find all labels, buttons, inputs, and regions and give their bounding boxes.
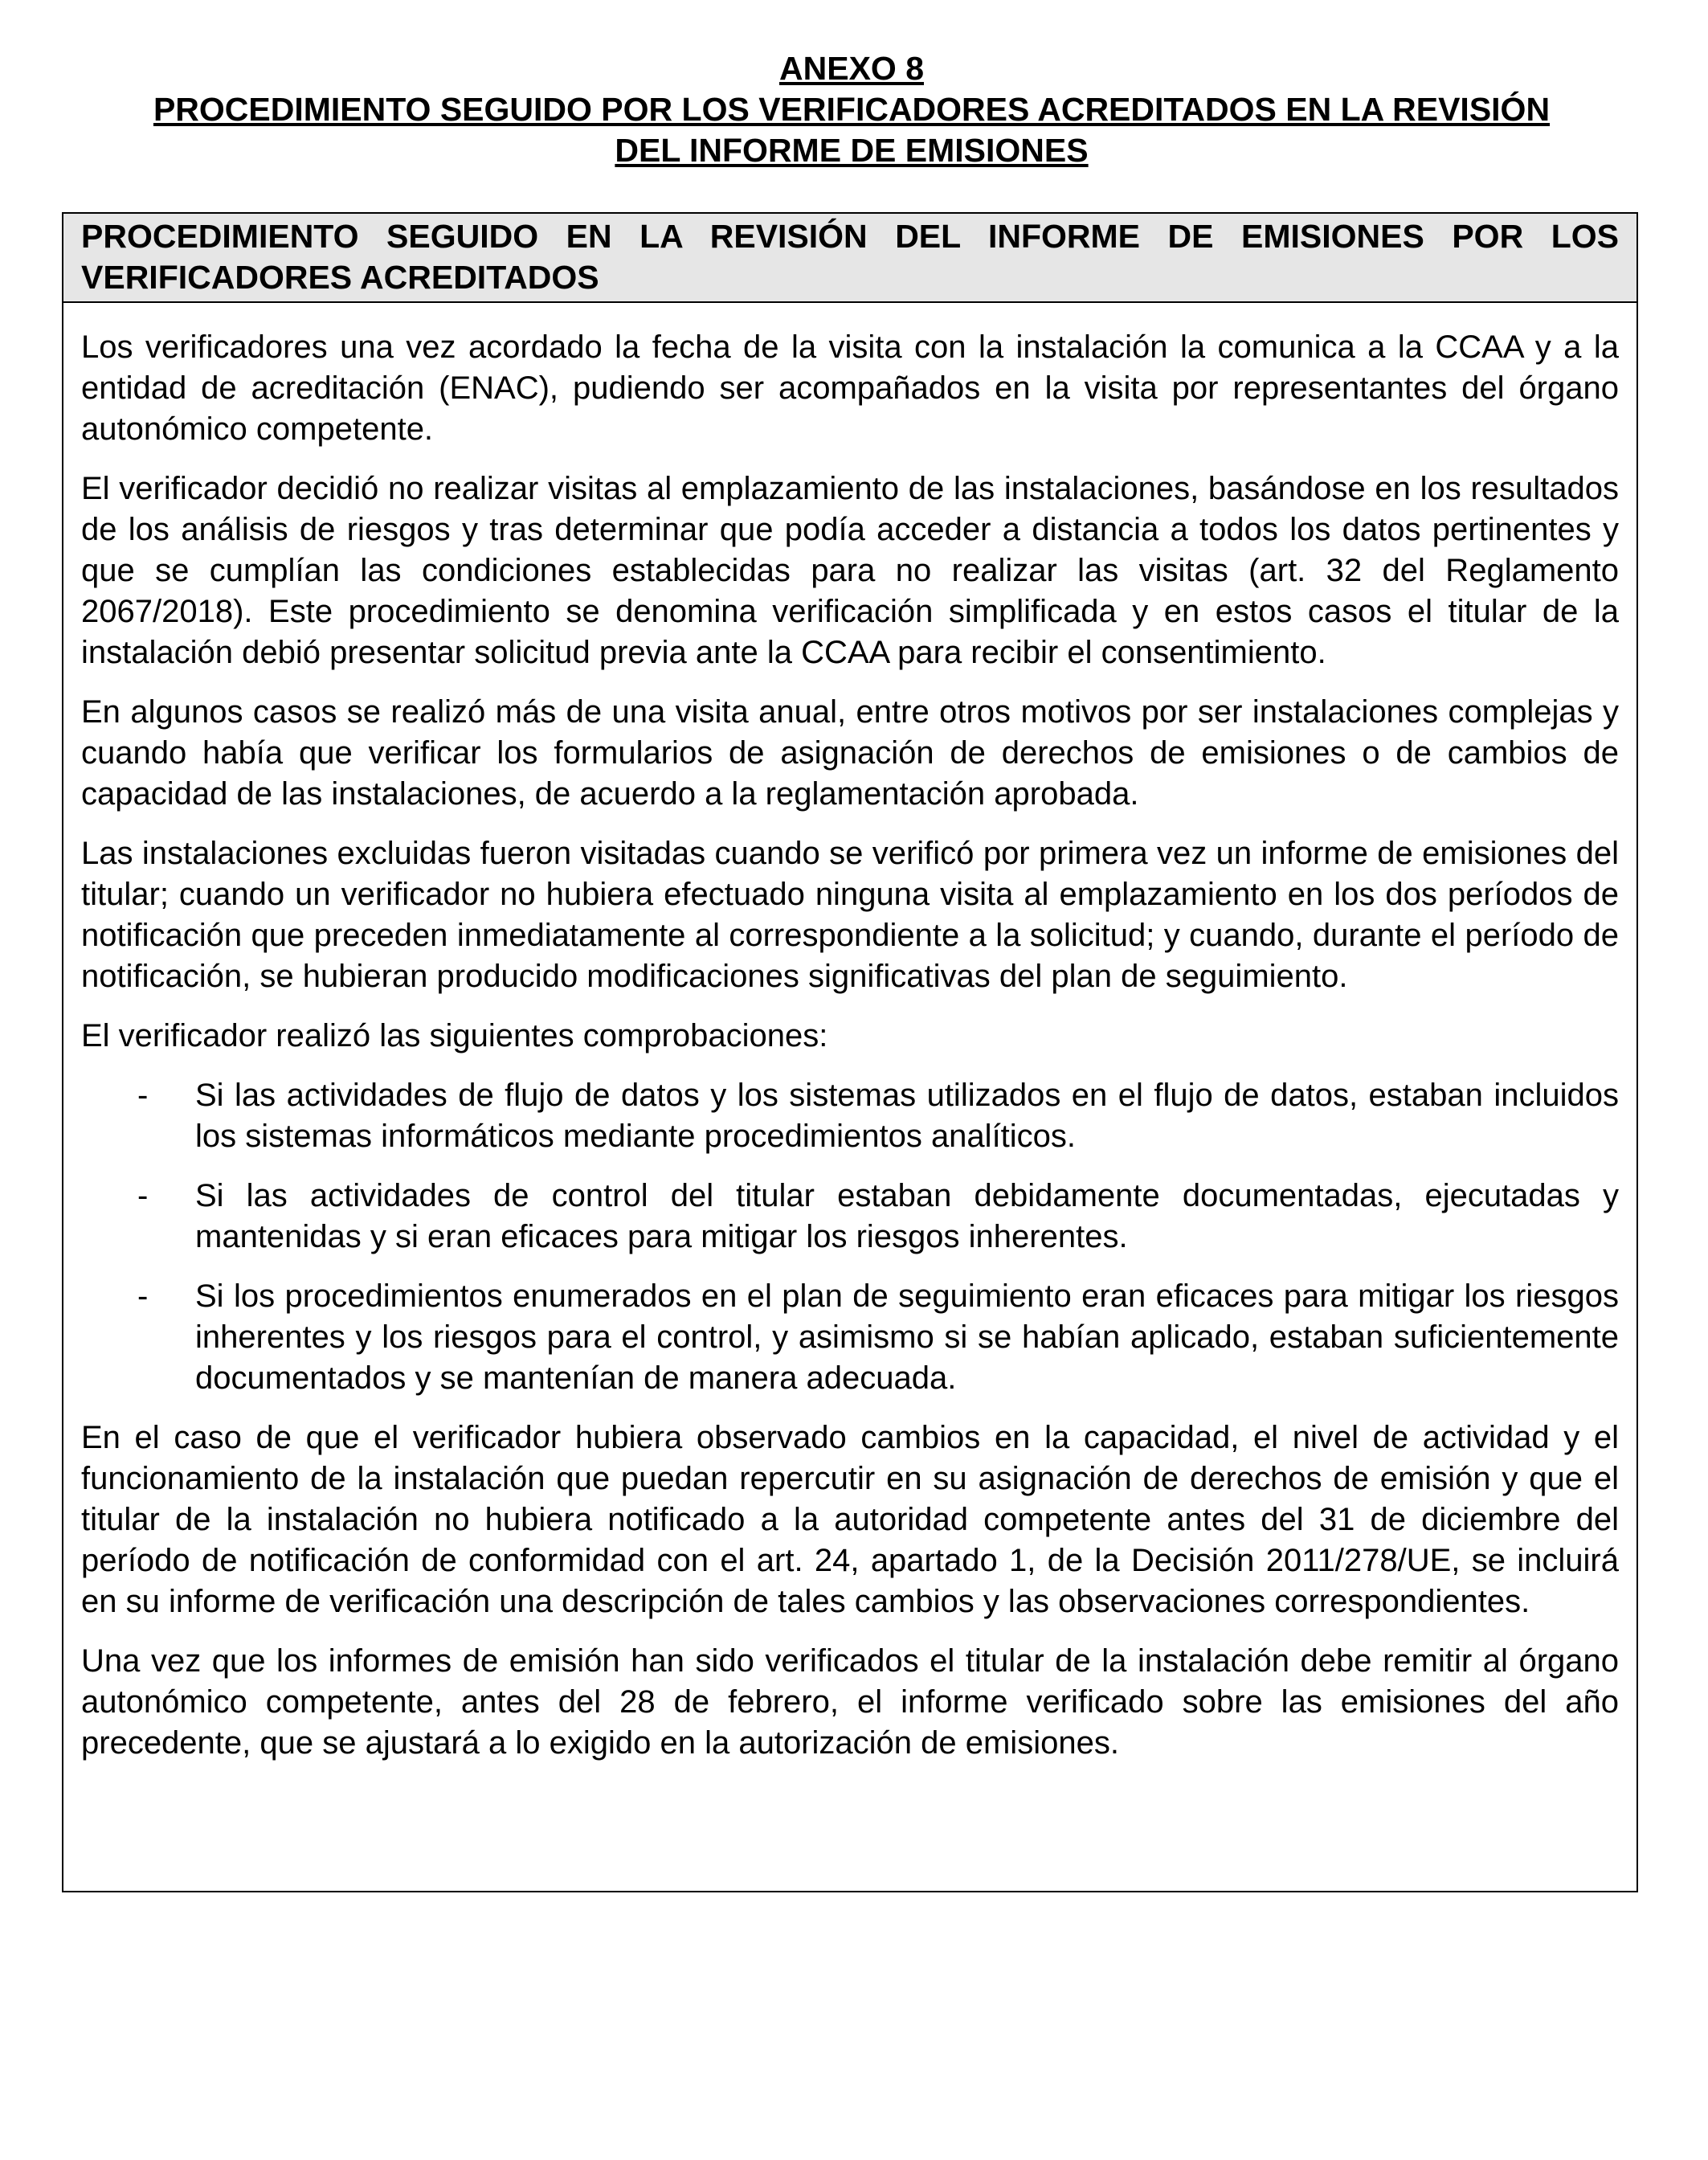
checks-list — [81, 1075, 1619, 1399]
annex-title: PROCEDIMIENTO SEGUIDO POR LOS VERIFICADORES ACREDITADOS EN LA REVISIÓN — [153, 91, 1551, 128]
paragraph-multiple-visits: En algunos casos se realizó más de una visita anual, entre otros motivos por ser instalaciones complejas y cuando había que verificar los formularios de asignación de derechos de emisiones o de cambios de capacidad de las instalaciones, de acuerdo a la reglamentación aprobada. — [81, 694, 1619, 812]
paragraph-capacity-changes: En el caso de que el verificador hubiera observado cambios en la capacidad, el nivel de actividad y el funcionamiento de la instalación que puedan repercutir en su asignación de derechos de emisión y que el titular de la instalación no hubiera notificado a la autoridad competente antes del 31 de diciembre del período de notificación de conformidad con el art. 24, apartado 1, de la Decisión 2011/278/UE, se incluirá en su informe de verificación una descripción de tales cambios y las observaciones correspondientes. — [81, 1420, 1619, 1619]
annex-number: ANEXO 8 — [779, 50, 924, 87]
annex-header — [64, 48, 1639, 171]
list-item-text: Si las actividades de control del titular estaban debidamente documentadas, ejecutadas y mantenidas y si eran eficaces para mitigar los riesgos inherentes. — [195, 1178, 1619, 1254]
list-item — [81, 1176, 1619, 1258]
annex-title-continued: DEL INFORME DE EMISIONES — [615, 132, 1089, 169]
list-dash: - — [137, 1278, 149, 1314]
list-dash: - — [137, 1078, 149, 1113]
list-item-text: Si los procedimientos enumerados en el plan de seguimiento eran eficaces para mitigar los riesgos inherentes y los riesgos para el control, y asimismo si se habían aplicado, estaban suficientemente documentados y se mantenían de manera adecuada. — [195, 1278, 1619, 1396]
list-dash: - — [137, 1178, 149, 1213]
paragraph-excluded-installations: Las instalaciones excluidas fueron visitadas cuando se verificó por primera vez un informe de emisiones del titular; cuando un verificador no hubiera efectuado ninguna visita al emplazamiento en los dos períodos de notificación que preceden inmediatamente al correspondiente a la solicitud; y cuando, durante el período de notificación, se hubieran producido modificaciones significativas del plan de seguimiento. — [81, 836, 1619, 994]
procedure-box-body — [63, 303, 1636, 1764]
list-item — [81, 1075, 1619, 1157]
list-item — [81, 1276, 1619, 1399]
paragraph-checks-intro: El verificador realizó las siguientes comprobaciones: — [81, 1018, 828, 1053]
paragraph-visit-scheduling: Los verificadores una vez acordado la fecha de la visita con la instalación la comunica a la CCAA y a la entidad de acreditación (ENAC), pudiendo ser acompañados en la visita por representantes del órgano autonómico competente. — [81, 329, 1619, 447]
paragraph-report-submission: Una vez que los informes de emisión han sido verificados el titular de la instalación debe remitir al órgano autonómico competente, antes del 28 de febrero, el informe verificado sobre las emisiones del año precedente, que se ajustará a lo exigido en la autorización de emisiones. — [81, 1643, 1619, 1761]
procedure-box-title: PROCEDIMIENTO SEGUIDO EN LA REVISIÓN DEL INFORME DE EMISIONES POR LOS VERIFICADORES ACREDITADOS — [63, 214, 1636, 303]
list-item-text: Si las actividades de flujo de datos y los sistemas utilizados en el flujo de datos, estaban incluidos los sistemas informáticos mediante procedimientos analíticos. — [195, 1078, 1619, 1154]
procedure-box — [62, 212, 1638, 1892]
paragraph-simplified-verification: El verificador decidió no realizar visitas al emplazamiento de las instalaciones, basándose en los resultados de los análisis de riesgos y tras determinar que podía acceder a distancia a todos los datos pertinentes y que se cumplían las condiciones establecidas para no realizar las visitas (art. 32 del Reglamento 2067/2018). Este procedimiento se denomina verificación simplificada y en estos casos el titular de la instalación debió presentar solicitud previa ante la CCAA para recibir el consentimiento. — [81, 471, 1619, 670]
